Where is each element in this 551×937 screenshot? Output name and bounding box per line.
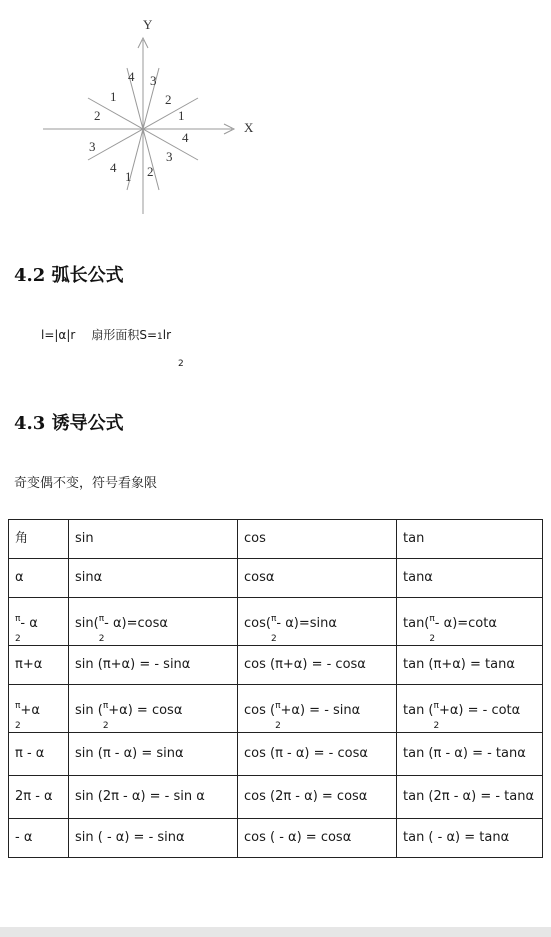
quadrant-label: 4 [182, 130, 189, 145]
fraction-two: 2 [275, 721, 281, 731]
header-sin: sin [69, 520, 238, 559]
quadrant-label: 3 [89, 139, 96, 154]
table-row [9, 819, 543, 858]
table-row [9, 776, 543, 819]
quadrant-label: 2 [147, 164, 154, 179]
cell-sin: sin ( - α) = - sinα [69, 819, 238, 858]
pi-symbol: π [15, 614, 21, 624]
table-row [9, 559, 543, 598]
cell-tan-text: +α) = - cotα [438, 703, 521, 718]
section-heading-4-3: 4.3 诱导公式 [14, 413, 124, 434]
cell-sin-text: sin( [75, 616, 99, 631]
cell-cos-text: +α) = - sinα [280, 703, 361, 718]
cell-angle: 2π - α [9, 776, 69, 819]
arc-formula: l=|α|r [41, 328, 76, 342]
cell-angle: π - α [9, 733, 69, 776]
cell-tan [397, 685, 543, 733]
fraction-two: 2 [98, 634, 105, 644]
cell-sin: sinα [69, 559, 238, 598]
cell-cos [238, 598, 397, 646]
pi-symbol: π [429, 614, 435, 624]
cell-sin [69, 598, 238, 646]
cell-tan [397, 598, 543, 646]
quadrant-label: 3 [166, 149, 173, 164]
cell-sin: sin (2π - α) = - sin α [69, 776, 238, 819]
area-fraction-denominator: 2 [178, 359, 184, 369]
pi-symbol: π [433, 701, 439, 711]
cell-tan-text: - α)=cotα [434, 616, 497, 631]
cell-cos-text: cos ( [244, 703, 276, 718]
pi-symbol: π [102, 701, 109, 711]
cell-angle: α [9, 559, 69, 598]
area-fraction-numerator: 1 [157, 332, 163, 342]
cell-sin [69, 685, 238, 733]
arc-length-formula [41, 326, 171, 343]
cell-angle-text: +α [20, 703, 40, 718]
axis-label-y: Y [143, 17, 153, 32]
cell-tan: tan ( - α) = tanα [397, 819, 543, 858]
induction-formula-table [8, 519, 543, 858]
quadrant-label: 1 [110, 89, 117, 104]
cell-cos-text: - α)=sinα [276, 616, 337, 631]
table-row [9, 598, 543, 646]
fraction-two: 2 [429, 634, 436, 644]
header-tan: tan [397, 520, 543, 559]
quadrant-label: 1 [178, 108, 185, 123]
cell-angle-text: - α [20, 616, 38, 631]
area-formula-rest: lr [162, 328, 172, 342]
quadrant-label: 4 [110, 160, 117, 175]
quadrant-label: 4 [128, 69, 135, 84]
bottom-scroll-bar [0, 927, 551, 937]
cell-angle: - α [9, 819, 69, 858]
cell-cos [238, 685, 397, 733]
cell-tan-text: tan( [403, 616, 430, 631]
pi-symbol: π [275, 701, 281, 711]
axis-label-x: X [244, 120, 254, 135]
fraction-two: 2 [433, 721, 440, 731]
cell-cos: cos ( - α) = cosα [238, 819, 397, 858]
sector-area-label: 扇形面积S= [91, 328, 158, 342]
cell-sin: sin (π - α) = sinα [69, 733, 238, 776]
cell-sin-text: +α) = cosα [108, 703, 183, 718]
pi-symbol: π [270, 614, 277, 624]
cell-angle [9, 685, 69, 733]
cell-cos: cos (π - α) = - cosα [238, 733, 397, 776]
quadrant-lines [40, 10, 270, 220]
pi-symbol: π [15, 701, 21, 711]
cell-cos: cosα [238, 559, 397, 598]
cell-tan: tanα [397, 559, 543, 598]
section-heading-4-2: 4.2 弧长公式 [14, 265, 124, 286]
cell-angle [9, 598, 69, 646]
quadrant-label: 1 [125, 169, 132, 184]
cell-cos-text: cos( [244, 616, 271, 631]
cell-cos: cos (2π - α) = cosα [238, 776, 397, 819]
cell-sin-text: sin ( [75, 703, 103, 718]
pi-symbol: π [98, 614, 105, 624]
table-header-row [9, 520, 543, 559]
header-angle: 角 [9, 520, 69, 559]
header-cos: cos [238, 520, 397, 559]
cell-sin-text: - α)=cosα [104, 616, 168, 631]
cell-tan: tan (π - α) = - tanα [397, 733, 543, 776]
cell-tan: tan (π+α) = tanα [397, 646, 543, 685]
table-row [9, 685, 543, 733]
mnemonic-text: 奇变偶不变，符号看象限 [14, 476, 158, 491]
quadrant-diagram [40, 10, 270, 220]
fraction-two: 2 [15, 721, 21, 731]
cell-tan-text: tan ( [403, 703, 434, 718]
cell-cos: cos (π+α) = - cosα [238, 646, 397, 685]
cell-tan: tan (2π - α) = - tanα [397, 776, 543, 819]
quadrant-label: 2 [165, 92, 172, 107]
quadrant-label: 2 [94, 108, 101, 123]
cell-angle: π+α [9, 646, 69, 685]
fraction-two: 2 [15, 634, 21, 644]
fraction-two: 2 [102, 721, 109, 731]
fraction-two: 2 [270, 634, 277, 644]
quadrant-label: 3 [150, 73, 157, 88]
cell-sin: sin (π+α) = - sinα [69, 646, 238, 685]
